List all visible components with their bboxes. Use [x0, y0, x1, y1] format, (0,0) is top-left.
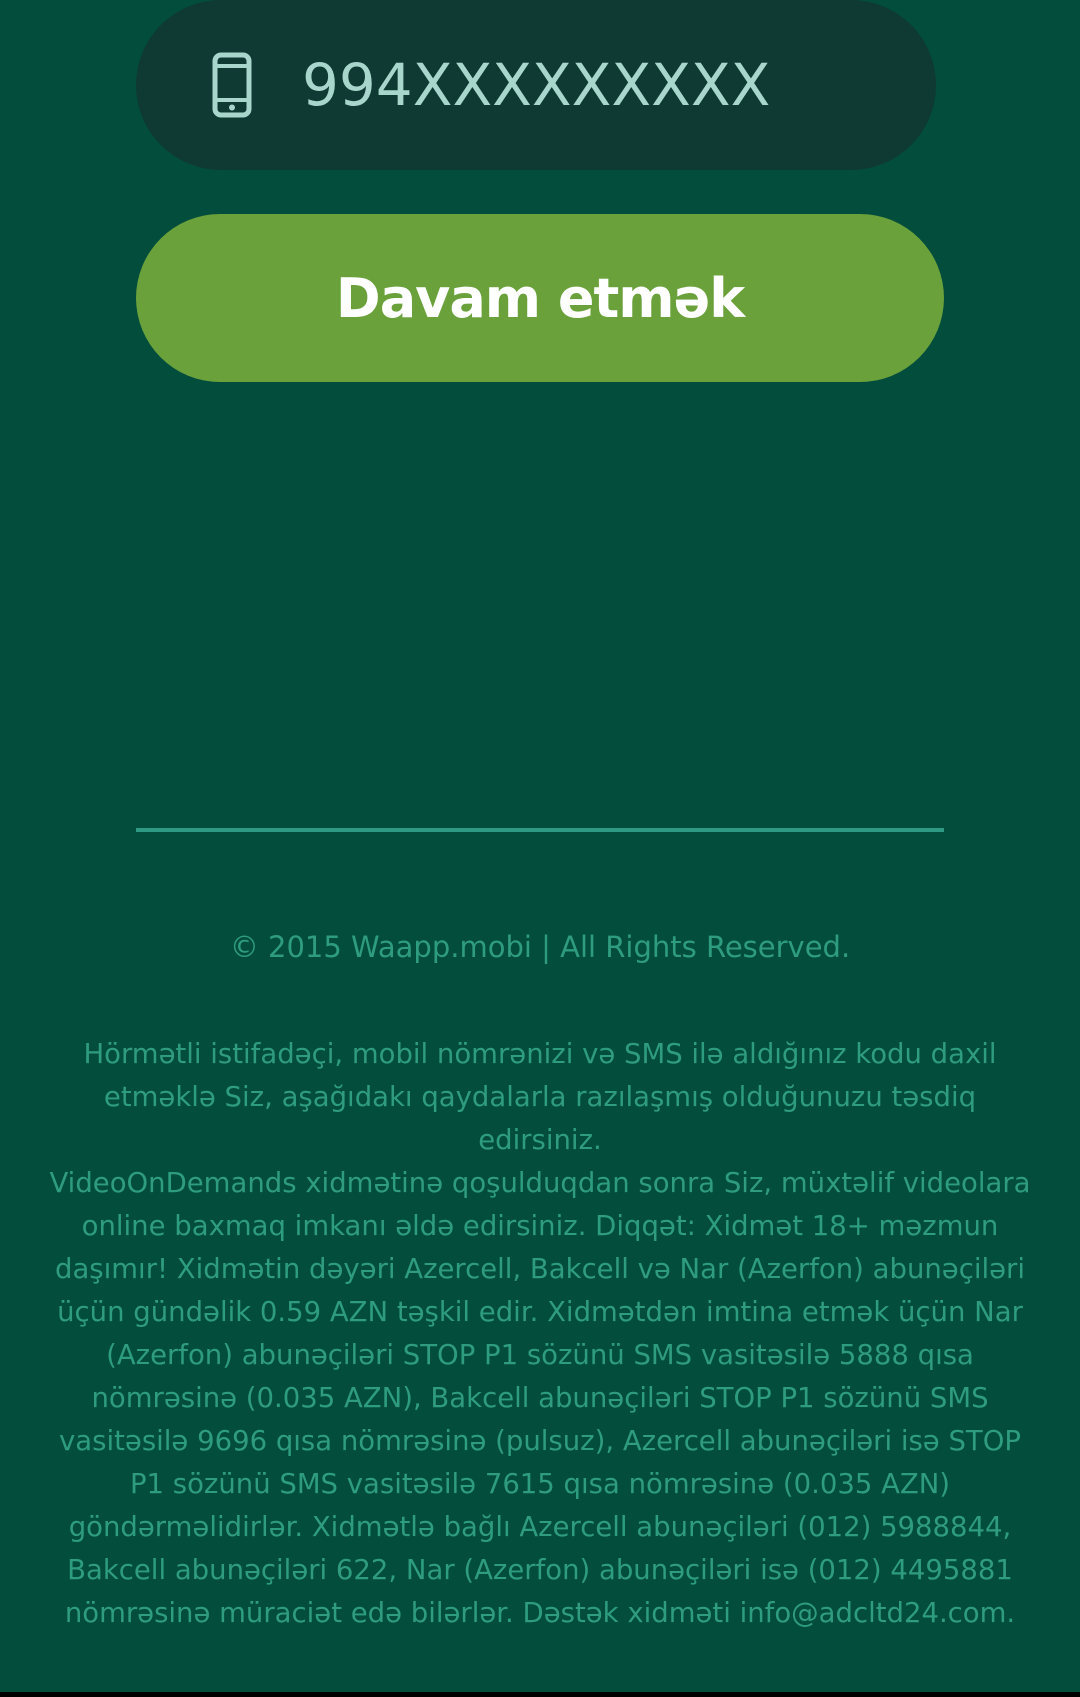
phone-number-input[interactable] — [302, 40, 902, 130]
phone-number-field[interactable] — [136, 0, 936, 170]
copyright-text: © 2015 Waapp.mobi | All Rights Reserved. — [229, 930, 851, 964]
terms-body: VideoOnDemands xidmətinə qoşulduqdan sonra Siz, müxtəlif videolara online baxmaq imkanı əldə edirsiniz. Diqqət: Xidmət 18+ məzmun daşımır! Xidmətin dəyəri Azercell, Bakcell və Nar (Azerfon) abunəçiləri üçün gündəlik 0.59 AZN təşkil edir. Xidmətdən imtina etmək üçün Nar (Azerfon) abunəçiləri STOP P1 sözünü SMS vasitəsilə 5888 qısa nömrəsinə (0.035 AZN), Bakcell abunəçiləri STOP P1 sözünü SMS vasitəsilə 9696 qısa nömrəsinə (pulsuz), Azercell abunəçiləri isə STOP P1 sözünü SMS vasitəsilə 7615 qısa nömrəsinə (0.035 AZN) göndərməlidirlər. Xidmətlə bağlı Azercell abunəçiləri (012) 5988844, Bakcell abunəçiləri 622, Nar (Azerfon) abunəçiləri isə (012) 4495881 nömrəsinə müraciət edə bilərlər. Dəstək xidməti info@adcltd24.com. — [49, 1167, 1031, 1629]
terms-intro: Hörmətli istifadəçi, mobil nömrənizi və SMS ilə aldığınız kodu daxil etməklə Siz, aşağıdakı qaydalarla razılaşmış olduğunuzu təsdiq edirsiniz. — [83, 1038, 997, 1156]
terms-text — [40, 1033, 1040, 1635]
bottom-edge — [0, 1692, 1080, 1697]
continue-button[interactable]: Davam etmək — [136, 214, 944, 382]
divider — [136, 828, 944, 832]
mobile-phone-icon — [212, 52, 252, 118]
